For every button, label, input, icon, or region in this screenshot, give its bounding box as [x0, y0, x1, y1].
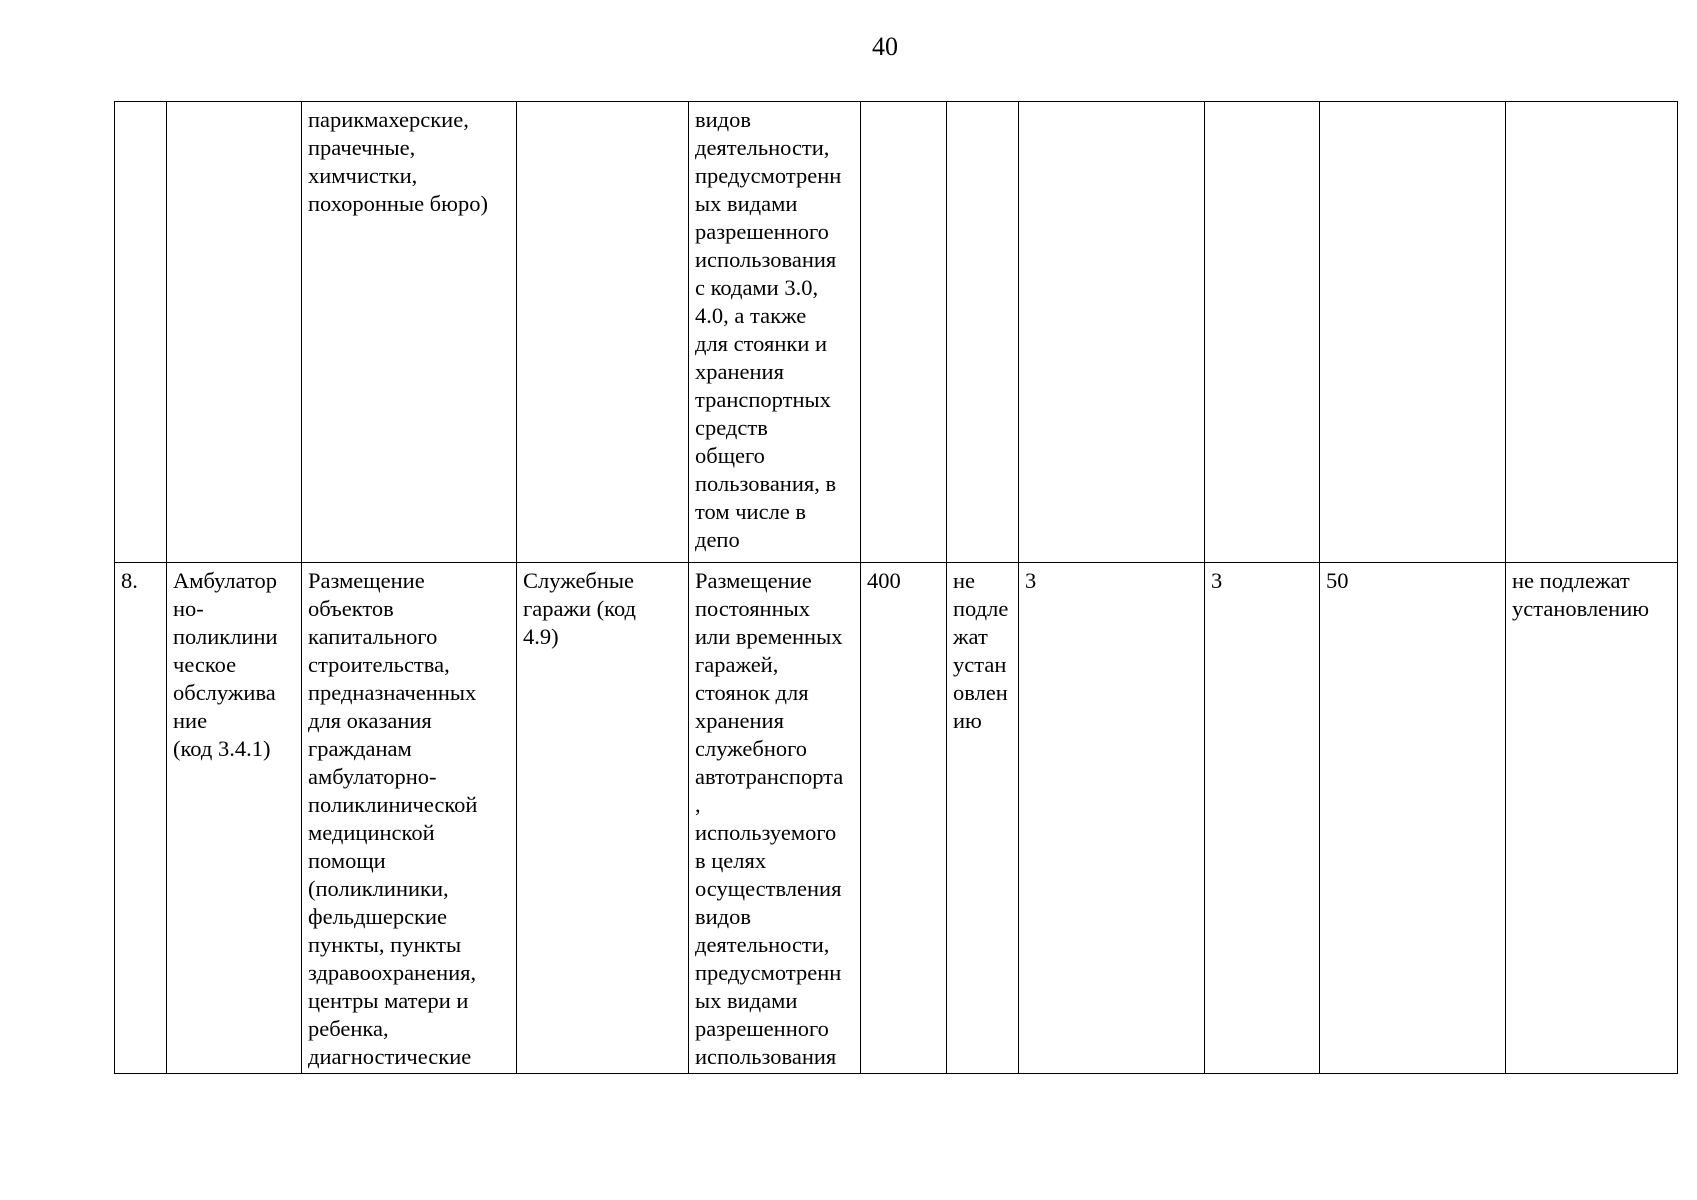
table-row — [115, 102, 1678, 563]
max-coverage-percent-cell — [1320, 102, 1506, 563]
max-floors-cell — [1205, 102, 1320, 563]
zoning-regulations-table — [114, 101, 1678, 1074]
page-number: 40 — [872, 32, 898, 61]
min-setback-cell — [1019, 102, 1205, 563]
max-floors-cell: 3 — [1205, 563, 1320, 1074]
auxiliary-use-name-cell — [517, 102, 689, 563]
min-setback-cell: 3 — [1019, 563, 1205, 1074]
use-description-cell: парикмахерские, прачечные, химчистки, похоронные бюро) — [302, 102, 517, 563]
use-type-name-cell: Амбулатор но- поликлини ческое обслужива ние (код 3.4.1) — [167, 563, 302, 1074]
use-description-cell: Размещение объектов капитального строительства, предназначенных для оказания гражданам амбулаторно- поликлинической медицинской помощи (поликлиники, фельдшерские пункты, пункты здравоохранения, центры матери и ребенка, диагностические — [302, 563, 517, 1074]
min-plot-area-cell: 400 — [861, 563, 947, 1074]
auxiliary-use-name-cell: Служебные гаражи (код 4.9) — [517, 563, 689, 1074]
other-parameters-cell — [1506, 102, 1678, 563]
max-coverage-percent-cell: 50 — [1320, 563, 1506, 1074]
row-number-cell: 8. — [115, 563, 167, 1074]
row-number-cell — [115, 102, 167, 563]
auxiliary-use-description-cell: видов деятельности, предусмотренн ых видами разрешенного использования с кодами 3.0, 4.0, а также для стоянки и хранения транспортных средств общего пользования, в том числе в депо — [689, 102, 861, 563]
min-plot-area-cell — [861, 102, 947, 563]
max-plot-area-cell — [947, 102, 1019, 563]
auxiliary-use-description-cell: Размещение постоянных или временных гаражей, стоянок для хранения служебного автотранспорта , используемого в целях осуществления видов деятельности, предусмотренн ых видами разрешенного использования — [689, 563, 861, 1074]
use-type-name-cell — [167, 102, 302, 563]
max-plot-area-cell: не подле жат устан овлен ию — [947, 563, 1019, 1074]
other-parameters-cell: не подлежат установлению — [1506, 563, 1678, 1074]
table-row — [115, 563, 1678, 1074]
